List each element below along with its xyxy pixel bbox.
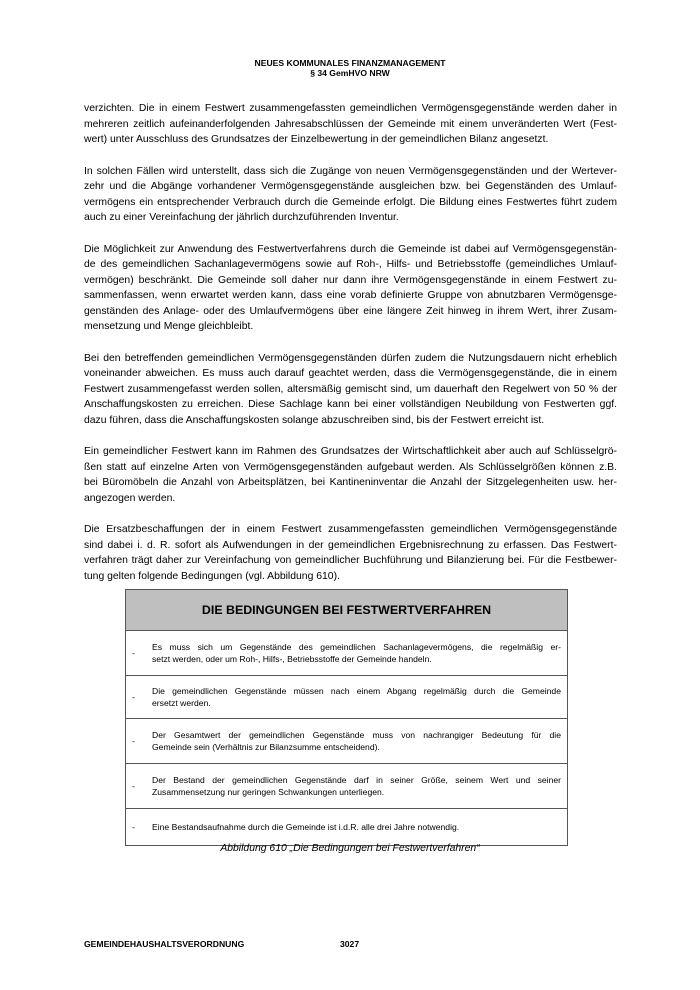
figure-caption: Abbildung 610 „Die Bedingungen bei Festwertverfahren“ bbox=[220, 843, 480, 854]
text-line: verzichten. Die in einem Festwert zusammengefassten gemeindlichen Vermögensgegenstände werden daher in bbox=[84, 103, 617, 114]
row-text bbox=[152, 729, 567, 753]
text-line: Bei den betreffenden gemeindlichen Vermögensgegenständen dürfen zudem die Nutzungsdauern nicht erheblich bbox=[84, 352, 617, 364]
page-header bbox=[0, 58, 700, 78]
text-line: sind dabei i. d. R. sofort als Aufwendungen in der gemeindlichen Ergebnisrechnung zu erfassen. Das Festwert- bbox=[84, 539, 617, 551]
text-line: Anschaffungskosten zu erreichen. Diese Sachlage kann bei einer vollständigen Neubildung von Festwerten ggf. bbox=[84, 399, 617, 410]
row-text-line: Die gemeindlichen Gegenstände müssen nach einem Abgang regelmäßig durch die Gemeinde bbox=[152, 686, 561, 696]
footer-title: GEMEINDEHAUSHALTSVERORDNUNG bbox=[84, 939, 245, 949]
paragraph bbox=[84, 522, 617, 584]
row-text bbox=[152, 774, 567, 798]
text-line: mensetzung und Menge gleichbleibt. bbox=[84, 321, 254, 332]
text-line: de des gemeindlichen Sachanlagevermögens sowie auf Roh-, Hilfs- und Betriebsstoffe (gemeindliches Umlauf- bbox=[84, 259, 617, 270]
text-line: bei Büromöbeln die Anzahl von Arbeitsplätzen, bei Kantineninventar die Anzahl der Sitzgelegenheiten usw. her- bbox=[84, 477, 617, 488]
text-line: tung gelten folgende Bedingungen (vgl. Abbildung 610). bbox=[84, 570, 340, 582]
row-text-line: Eine Bestandsaufnahme durch die Gemeinde ist i.d.R. alle drei Jahre notwendig. bbox=[152, 822, 460, 832]
paragraph bbox=[84, 444, 617, 506]
text-line: angezogen werden. bbox=[84, 492, 176, 504]
conditions-table bbox=[125, 589, 568, 846]
row-text bbox=[152, 685, 567, 709]
row-text bbox=[152, 641, 567, 665]
row-text-line: setzt werden, oder um Roh-, Hilfs-, Betriebsstoffe der Gemeinde handeln. bbox=[152, 654, 432, 664]
row-text-line: Der Gesamtwert der gemeindlichen Gegenstände muss von nachrangiger Bedeutung für die bbox=[152, 730, 561, 740]
text-line: verfahren trägt daher zur Vereinfachung von gemeindlicher Buchführung und Bilanzierung bei. Für die Festbewer- bbox=[84, 555, 617, 566]
text-line: vermögen) beschränkt. Die Gemeinde soll daher nur dann ihre Vermögensgegenstände in einem Festwert zu- bbox=[84, 274, 617, 286]
text-line: genständen des Anlage- oder des Umlaufvermögens über eine längere Zeit hinweg in ihrem Wert, ihrer Zusam- bbox=[84, 305, 617, 317]
text-line: voneinander abweichen. Es muss auch darauf geachtet werden, dass die Vermögensgegenstände, die in einem bbox=[84, 368, 617, 379]
text-line: ßen statt auf einzelne Arten von Vermögensgegenständen aufgebaut werden. Als Schlüsselgrößen können z.B. bbox=[84, 461, 617, 473]
header-subtitle: § 34 GemHVO NRW bbox=[310, 68, 390, 78]
page-number: 3027 bbox=[340, 939, 360, 949]
paragraph bbox=[84, 164, 617, 226]
text-line: auch zu einer Vereinfachung der jährlich durchzuführenden Inventur. bbox=[84, 212, 399, 223]
row-text-line: ersetzt werden. bbox=[152, 698, 211, 708]
row-text-line: Zusammensetzung nur geringen Schwankungen unterliegen. bbox=[152, 787, 385, 797]
bullet-dash: - bbox=[132, 736, 135, 746]
table-row bbox=[126, 676, 567, 719]
bullet-dash: - bbox=[132, 822, 135, 832]
text-line: mehreren zeitlich aufeinanderfolgenden Jahresabschlüssen der Gemeinde mit einem unveränderten Wert (Fest- bbox=[84, 118, 617, 130]
paragraph bbox=[84, 242, 617, 335]
row-text-line: Der Bestand der gemeindlichen Gegenstände darf in seiner Größe, seinem Wert und seiner bbox=[152, 775, 561, 785]
table-row bbox=[126, 809, 567, 845]
text-line: In solchen Fällen wird unterstellt, dass sich die Zugänge von neuen Vermögensgegenständen und der Wertever- bbox=[84, 165, 617, 177]
text-line: Die Möglichkeit zur Anwendung des Festwertverfahrens durch die Gemeinde ist dabei auf Vermögensgegenstän- bbox=[84, 243, 617, 255]
bullet-dash: - bbox=[132, 692, 135, 702]
table-row bbox=[126, 719, 567, 764]
text-line: vermögens ein entsprechender Verbrauch durch die Gemeinde erfolgt. Die Bildung eines Festwertes führt zudem bbox=[84, 196, 617, 208]
table-row bbox=[126, 764, 567, 809]
row-text bbox=[152, 821, 567, 833]
body-text bbox=[84, 101, 617, 600]
bullet-dash: - bbox=[132, 781, 135, 791]
paragraph bbox=[84, 101, 617, 148]
bullet-dash: - bbox=[132, 648, 135, 658]
header-title: NEUES KOMMUNALES FINANZMANAGEMENT bbox=[254, 58, 446, 68]
text-line: zehr und die Abgänge vorhandener Vermögensgegenstände ausgleichen bzw. bei Gegenständen des Umlauf- bbox=[84, 181, 617, 192]
text-line: Festwert zusammengefasst werden sollen, altersmäßig gemischt sind, um dauerhaft den Regelwert von 50 % der bbox=[84, 383, 617, 395]
row-text-line: Es muss sich um Gegenstände des gemeindlichen Sachanlagevermögens, die regelmäßig er- bbox=[152, 642, 561, 652]
row-text-line: Gemeinde sein (Verhältnis zur Bilanzsumme entscheidend). bbox=[152, 742, 380, 752]
text-line: dazu führen, dass die Anschaffungskosten solange abzuschreiben sind, bis der Festwert erreicht ist. bbox=[84, 414, 545, 426]
text-line: Die Ersatzbeschaffungen der in einem Festwert zusammengefassten gemeindlichen Vermögensgegenstände bbox=[84, 524, 617, 535]
paragraph bbox=[84, 351, 617, 429]
table-row bbox=[126, 631, 567, 676]
conditions-table-title: DIE BEDINGUNGEN BEI FESTWERTVERFAHREN bbox=[126, 590, 567, 631]
text-line: sammenfassen, wenn erwartet werden kann, dass eine vorab definierte Gruppe von abnutzbaren Vermögensge- bbox=[84, 290, 617, 301]
text-line: Ein gemeindlicher Festwert kann im Rahmen des Grundsatzes der Wirtschaftlichkeit aber auch auf Schlüsselgrö- bbox=[84, 446, 617, 457]
text-line: wert) unter Ausschluss des Grundsatzes der Einzelbewertung in der gemeindlichen Bilanz angesetzt. bbox=[84, 134, 549, 145]
